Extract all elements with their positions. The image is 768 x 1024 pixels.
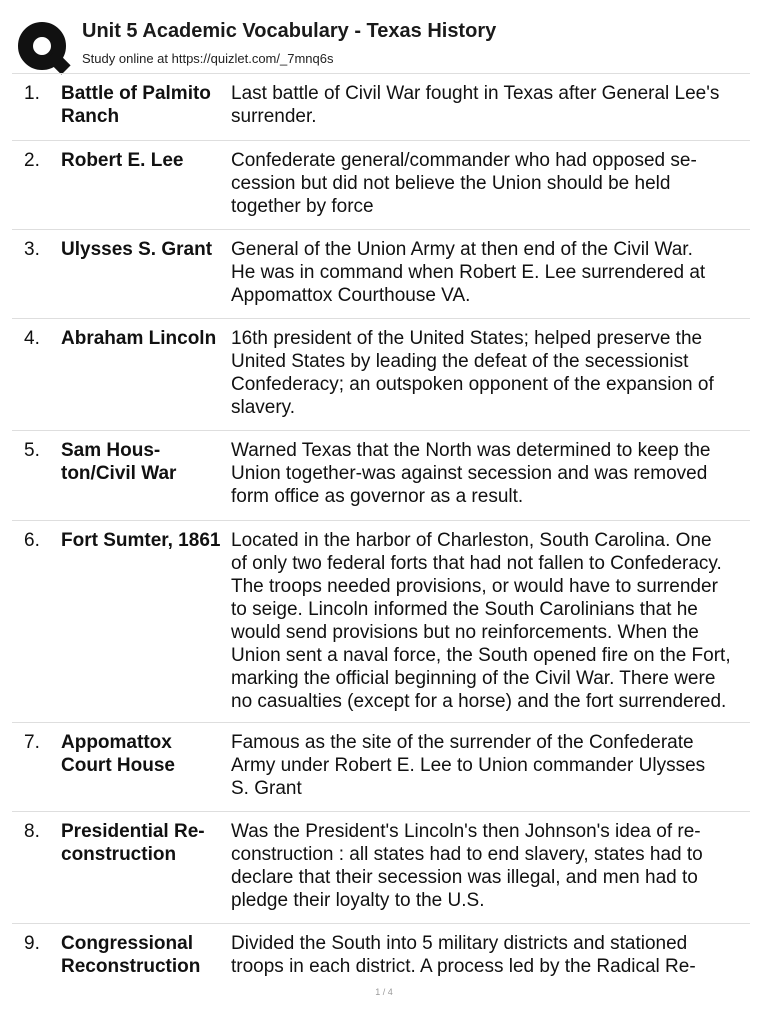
term-number: 7. [24,732,40,753]
term-name: Battle of Palmito Ranch [61,83,211,127]
term-name: Congressional Reconstruction [61,933,201,977]
term-row [12,229,750,318]
term-row [12,73,750,140]
term-row [12,811,750,923]
term-definition: Was the President's Lincoln's then Johnson's idea of re- construction : all states had to end slavery, states had to declare that their secession was illegal, and men had to pledge their loyalty to the U.S. [231,821,703,911]
document-title: Unit 5 Academic Vocabulary - Texas History [82,20,497,42]
term-number: 1. [24,83,40,104]
term-name: Appomattox Court House [61,732,175,776]
term-number: 3. [24,239,40,260]
term-number: 5. [24,440,40,461]
term-name: Sam Hous- ton/Civil War [61,440,177,484]
term-definition: Last battle of Civil War fought in Texas after General Lee's surrender. [231,83,720,127]
term-number: 8. [24,821,40,842]
term-name: Presidential Re- construction [61,821,205,865]
term-definition: General of the Union Army at then end of the Civil War. He was in command when Robert E. Lee surrendered at Appomattox Courthouse VA. [231,239,706,306]
term-definition: Located in the harbor of Charleston, South Carolina. One of only two federal forts that had not fallen to Confederacy. The troops needed provisions, or would have to surrender to seige. Lincoln informed the South Carolinians that he would send provisions but no reinforcements. When the Union sent a naval force, the South opened fire on the Fort, marking the official beginning of the Civil War. There were no casualties (except for a horse) and the fort surrendered. [231,530,731,712]
term-definition: Famous as the site of the surrender of the Confederate Army under Robert E. Lee to Union commander Ulysses S. Grant [231,732,706,799]
term-name: Abraham Lincoln [61,328,217,349]
term-name: Ulysses S. Grant [61,239,213,260]
term-number: 2. [24,150,40,171]
term-list [12,73,750,983]
term-row [12,430,750,520]
study-online-link[interactable]: Study online at https://quizlet.com/_7mnq6s [82,51,334,66]
page-indicator: 1 / 4 [375,987,393,997]
term-row [12,318,750,430]
term-name: Fort Sumter, 1861 [61,530,221,551]
term-row [12,520,750,722]
quizlet-q-logo-icon [18,22,74,78]
term-row [12,722,750,811]
term-definition: Warned Texas that the North was determined to keep the Union together-was against secession and was removed form office as governor as a result. [231,440,711,507]
term-definition: Confederate general/commander who had opposed se- cession but did not believe the Union should be held together by force [231,150,697,217]
term-row [12,140,750,229]
term-name: Robert E. Lee [61,150,184,171]
term-number: 6. [24,530,40,551]
term-row [12,923,750,983]
term-definition: 16th president of the United States; helped preserve the United States by leading the defeat of the secessionist Confederacy; an outspoken opponent of the expansion of slavery. [231,328,714,418]
term-number: 9. [24,933,40,954]
document-header [0,0,768,72]
term-number: 4. [24,328,40,349]
term-definition: Divided the South into 5 military districts and stationed troops in each district. A process led by the Radical Re- [231,933,696,977]
